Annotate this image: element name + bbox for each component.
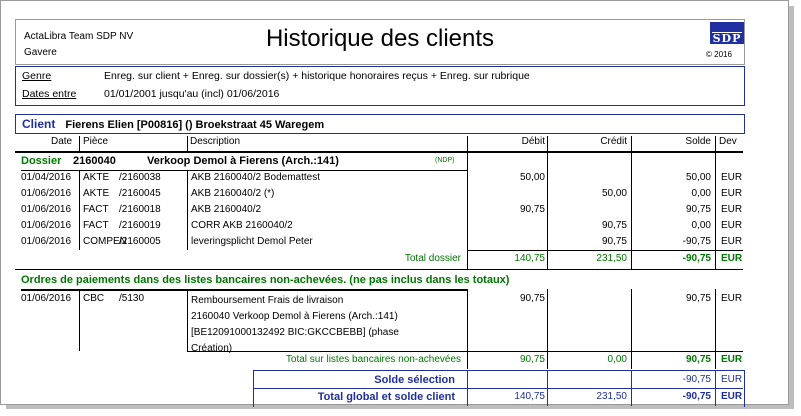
col-solde: Solde (685, 136, 711, 147)
col-credit: Crédit (600, 136, 627, 147)
dossier-row-type: FACT (83, 220, 109, 231)
total-dossier-solde: -90,75 (682, 253, 711, 264)
page-shadow-right (789, 6, 794, 405)
client-bar (15, 114, 745, 134)
global-solde: -90,75 (682, 391, 711, 402)
dossier-row-dev: EUR (721, 204, 743, 215)
filter-genre (22, 70, 530, 82)
col-sep (631, 370, 632, 406)
col-sep (547, 370, 548, 406)
client-label: Client (22, 117, 56, 131)
filter-block (15, 66, 745, 106)
col-piece: Pièce (83, 136, 109, 147)
dossier-row-solde: 0,00 (691, 220, 711, 231)
dossier-row-type: AKTE (83, 188, 110, 199)
dossier-name: Verkoop Demol à Fierens (Arch.:141) (147, 155, 339, 167)
col-sep (79, 136, 80, 151)
dossier-row-type: COMPEN (83, 236, 127, 247)
section-rule (15, 269, 743, 270)
orders-total-debit: 90,75 (519, 354, 545, 365)
dossier-row-dev: EUR (721, 172, 743, 183)
company-city: Gavere (24, 47, 57, 58)
col-sep (79, 170, 80, 250)
header-rule (15, 151, 743, 153)
dossier-row-num: /2160045 (119, 188, 161, 199)
global-credit: 231,50 (596, 391, 627, 402)
global-label: Total global et solde client (317, 391, 455, 403)
col-sep (715, 289, 716, 369)
report-title: Historique des clients (265, 25, 495, 52)
global-dev: EUR (721, 391, 743, 402)
dossier-row-num: /2160019 (119, 220, 161, 231)
dossier-row-desc: AKB 2160040/2 Bodemattest (191, 172, 320, 183)
order-desc-line: [BE12091000132492 BIC:GKCCBEBB] (phase (191, 327, 399, 338)
dossier-row-type: AKTE (83, 172, 110, 183)
order-debit: 90,75 (519, 293, 545, 304)
total-rule (467, 250, 743, 251)
orders-total-credit: 0,00 (607, 354, 627, 365)
orders-total-dev: EUR (721, 354, 743, 365)
dossier-row-dev: EUR (721, 188, 743, 199)
order-desc-line: Création) (191, 343, 233, 354)
dossier-row-debit: 90,75 (519, 204, 545, 215)
dossier-row-desc: leveringsplicht Demol Peter (191, 236, 313, 247)
order-solde: 90,75 (685, 293, 711, 304)
dates-value: 01/01/2001 jusqu'au (incl) 01/06/2016 (104, 88, 280, 100)
dates-label: Dates entre (22, 88, 77, 100)
order-desc-line: 2160040 Verkoop Demol à Fierens (Arch.:141) (191, 311, 398, 322)
order-date: 01/06/2016 (21, 293, 72, 304)
summary-rule (253, 388, 743, 389)
order-description (191, 293, 399, 357)
dossier-row-num: /2160018 (119, 204, 161, 215)
dossier-number: 2160040 (73, 155, 116, 167)
dossier-row-num: /2160038 (119, 172, 161, 183)
global-debit: 140,75 (514, 391, 545, 402)
dossier-row-credit: 50,00 (601, 188, 627, 199)
order-dev: EUR (721, 293, 743, 304)
copyright: © 2016 (706, 50, 732, 59)
dossier-row-date: 01/06/2016 (21, 236, 72, 247)
genre-label: Genre (22, 70, 52, 82)
selection-solde: -90,75 (682, 374, 711, 385)
client-name: Fierens Elien [P00816] () Broekstraat 45 Waregem (65, 119, 325, 131)
dossier-row-dev: EUR (721, 220, 743, 231)
dossier-row-desc: CORR AKB 2160040/2 (191, 220, 293, 231)
dossier-row-solde: 0,00 (691, 188, 711, 199)
sdp-logo (710, 22, 744, 44)
dossier-row-date: 01/04/2016 (21, 172, 72, 183)
total-dossier-label: Total dossier (404, 253, 461, 264)
orders-title: Ordres de paiements dans des listes bancaires non-achevées. (ne pas inclus dans les totaux) (21, 274, 510, 286)
orders-total-rule (187, 351, 743, 352)
report-header (15, 19, 745, 65)
col-sep (631, 289, 632, 369)
order-desc-line: Remboursement Frais de livraison (191, 295, 344, 306)
genre-value: Enreg. sur client + Enreg. sur dossier(s) + historique honoraires reçus + Enreg. sur rubrique (104, 70, 530, 82)
dossier-row-dev: EUR (721, 236, 743, 247)
col-date: Date (51, 136, 73, 147)
company-name: ActaLibra Team SDP NV (24, 31, 134, 42)
dossier-row-debit: 50,00 (519, 172, 545, 183)
col-dev: Dev (719, 136, 737, 147)
total-dossier-credit: 231,50 (596, 253, 627, 264)
col-sep (547, 289, 548, 369)
selection-dev: EUR (721, 374, 743, 385)
selection-label: Solde sélection (374, 374, 455, 386)
orders-total-label: Total sur listes bancaires non-achevées (285, 354, 461, 365)
logo-text: SDP (712, 32, 742, 45)
dossier-row-credit: 90,75 (601, 236, 627, 247)
orders-total-solde: 90,75 (685, 354, 711, 365)
dossier-tag: (NDP) (435, 157, 455, 164)
dossier-row-type: FACT (83, 204, 109, 215)
dossier-rule (21, 170, 467, 171)
col-description: Description (190, 136, 241, 147)
col-sep (187, 289, 188, 351)
col-debit: Débit (521, 136, 545, 147)
col-sep (187, 170, 188, 250)
orders-rule (21, 289, 467, 291)
col-sep (79, 289, 80, 351)
total-dossier-debit: 140,75 (514, 253, 545, 264)
col-sep (187, 136, 188, 151)
col-sep (467, 370, 468, 406)
dossier-row-credit: 90,75 (601, 220, 627, 231)
dossier-row-solde: 90,75 (685, 204, 711, 215)
dossier-row-solde: 50,00 (685, 172, 711, 183)
total-dossier-dev: EUR (721, 253, 743, 264)
dossier-row-date: 01/06/2016 (21, 204, 72, 215)
col-sep (467, 151, 468, 270)
dossier-row-desc: AKB 2160040/2 (*) (191, 188, 275, 199)
dossier-row-date: 01/06/2016 (21, 220, 72, 231)
dossier-row-desc: AKB 2160040/2 (191, 204, 262, 215)
dossier-row-solde: -90,75 (682, 236, 711, 247)
order-type: CBC (83, 293, 105, 304)
dossier-row-date: 01/06/2016 (21, 188, 72, 199)
dossier-row-num: /2160005 (119, 236, 161, 247)
col-sep (467, 289, 468, 369)
col-sep (715, 370, 716, 406)
order-num: /5130 (119, 293, 145, 304)
dossier-label: Dossier (21, 155, 62, 167)
col-sep (467, 136, 468, 151)
filter-dates (22, 88, 279, 100)
